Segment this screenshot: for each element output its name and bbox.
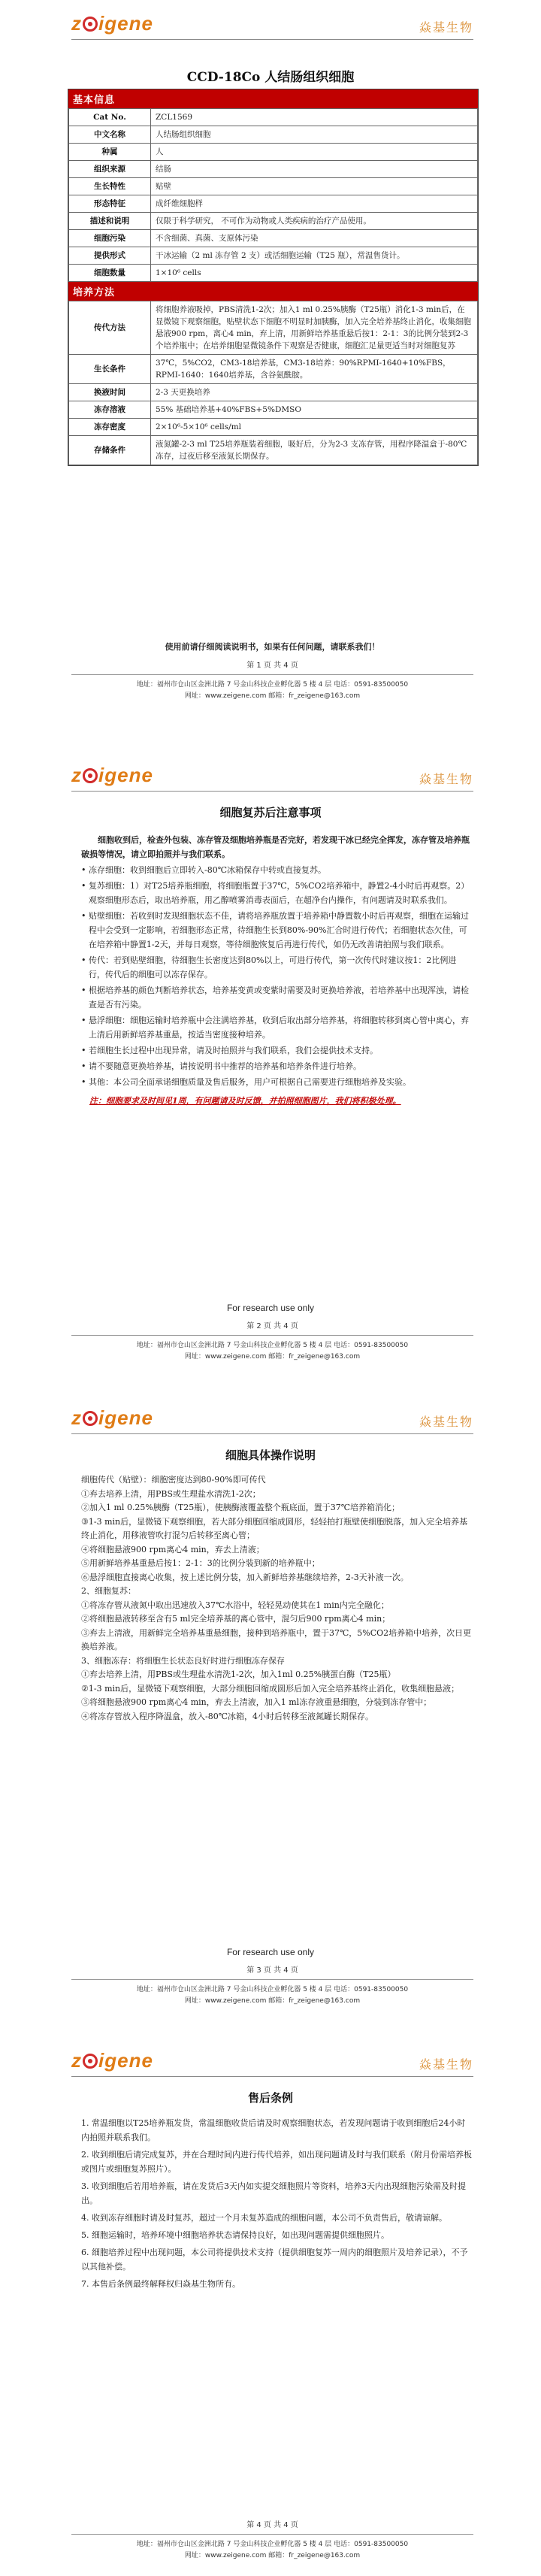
zeigene-logo: z igene xyxy=(71,2049,153,2072)
brand-name: 焱基生物 xyxy=(419,772,473,786)
culture-table xyxy=(68,301,478,465)
page-1 xyxy=(0,0,541,752)
row-label: 细胞数量 xyxy=(69,265,151,282)
table-row xyxy=(69,419,478,436)
operation-line: ④将冻存管放入程序降温盒，放入-80℃冰箱，4小时后转移至液氮罐长期保存。 xyxy=(81,1711,374,1721)
page-title: 细胞复苏后注意事项 xyxy=(219,806,322,819)
row-value: 人 xyxy=(151,144,478,161)
table-row xyxy=(69,355,478,384)
section-basic-info: 基本信息 xyxy=(68,89,478,108)
zeigene-logo: z igene xyxy=(71,12,153,35)
row-label: 提供形式 xyxy=(69,247,151,265)
note-item: • 贴壁细胞：若收到时发现细胞状态不佳，请将培养瓶放置于培养箱中静置数小时后再观察，细胞在运输过程中会受到一定影响，若细胞形态正常，待细胞生长到80%-90%汇合时进行传代；若细胞状态欠佳，可在培养箱中静置1-2天，并每日观察，等待细胞恢复后再进行传代，如仍无改善请拍照与我们联系。 xyxy=(81,911,469,949)
row-label: 细胞污染 xyxy=(69,230,151,247)
row-value: 仅限于科学研究， 不可作为动物或人类疾病的治疗产品使用。 xyxy=(151,213,478,230)
page-header xyxy=(71,2037,473,2077)
operation-line: 2、细胞复苏： xyxy=(81,1586,136,1596)
brand-name: 焱基生物 xyxy=(419,20,473,35)
page-header xyxy=(71,1394,473,1434)
row-value: 不含细菌、真菌、支原体污染 xyxy=(151,230,478,247)
page-number: 第 2 页 共 4 页 xyxy=(71,1319,473,1336)
footer-address: 地址：福州市仓山区金洲北路 7 号金山科技企业孵化器 5 楼 4 层 电话：0591-83500050 xyxy=(136,681,409,689)
row-label: 冻存密度 xyxy=(69,419,151,436)
table-row xyxy=(69,401,478,419)
after-sales-item: 4. 收到冻存细胞时请及时复苏，超过一个月未复苏造成的细胞问题，本公司不负责售后，敬请谅解。 xyxy=(81,2213,447,2223)
row-value: 1×10⁶ cells xyxy=(151,265,478,282)
note-item: • 其他：本公司全面承诺细胞质量及售后服务，用户可根据自己需要进行细胞培养及实验。 xyxy=(81,1077,411,1087)
page-number: 第 4 页 共 4 页 xyxy=(71,2518,473,2535)
operations-content xyxy=(81,1473,472,1724)
notes-content xyxy=(81,833,472,1109)
section-culture: 培养方法 xyxy=(68,282,478,301)
footer-address: 地址：福州市仓山区金洲北路 7 号金山科技企业孵化器 5 楼 4 层 电话：0591-83500050 xyxy=(136,2541,409,2548)
table-row xyxy=(69,301,478,355)
page-number: 第 3 页 共 4 页 xyxy=(71,1963,473,1980)
table-row xyxy=(69,213,478,230)
brand-name: 焱基生物 xyxy=(419,2057,473,2072)
info-table xyxy=(68,89,479,466)
page-footer xyxy=(71,1963,473,2007)
note-item: • 传代：若到贴壁细胞，待细胞生长密度达到80%以上，可进行传代，第一次传代时建议按1：2比例进行，传代后的细胞可以冻存保存。 xyxy=(81,955,457,979)
operation-line: ⑤用新鲜培养基重悬后按1：2-1：3的比例分装到新的培养瓶中； xyxy=(81,1558,320,1568)
page-footer xyxy=(71,1319,473,1363)
table-row xyxy=(69,195,478,213)
row-label: 组织来源 xyxy=(69,161,151,178)
footer-address: 地址：福州市仓山区金洲北路 7 号金山科技企业孵化器 5 楼 4 层 电话：0591-83500050 xyxy=(136,1986,409,1993)
operation-line: ①将冻存管从液氮中取出迅速放入37℃水浴中，轻轻晃动使其在1 min内完全融化； xyxy=(81,1600,389,1610)
notes-final: 注：细胞要求及时间见1周，有问题请及时反馈，并拍照细胞图片，我们将积极处理。 xyxy=(89,1096,401,1106)
row-label: 传代方法 xyxy=(69,301,151,355)
basic-info-table xyxy=(68,108,478,282)
row-label: 生长条件 xyxy=(69,355,151,384)
note-item: • 复苏细胞：1）对T25培养瓶细胞，将细胞瓶置于37℃，5%CO2培养箱中，静置2-4小时后再观察。2）观察细胞形态后，取出培养瓶，用乙醇喷雾消毒表面后，在超净台内操作，有问题请及时联系我们。 xyxy=(81,881,470,905)
table-row xyxy=(69,436,478,465)
table-row xyxy=(69,161,478,178)
row-label: Cat No. xyxy=(69,109,151,126)
row-label: 存储条件 xyxy=(69,436,151,465)
row-label: 冻存溶液 xyxy=(69,401,151,419)
row-value: 2×10⁶-5×10⁶ cells/ml xyxy=(151,419,478,436)
row-value: 55% 基础培养基+40%FBS+5%DMSO xyxy=(151,401,478,419)
footer-web: 网址：www.zeigene.com 邮箱：fr_zeigene@163.com xyxy=(184,2552,361,2559)
table-row xyxy=(69,178,478,195)
page-header xyxy=(71,0,473,40)
page-title: 售后条例 xyxy=(247,2091,293,2105)
page-header xyxy=(71,752,473,792)
row-value: 将细胞养液吸掉，PBS清洗1-2次；加入1 ml 0.25%胰酶（T25瓶）消化1-3 min后，在显微镜下观察细胞，贴壁状态下细胞不明显时加胰酶，加入完全培养基终止消化，收集细胞悬液900 rpm，离心4 min，弃上清，用新鲜培养基重悬后按1：2-1：3的比例分装到2-3个培养瓶中；在培养细胞显微镜条件下观察是否健康，细胞汇足量更适当时对细胞复苏 xyxy=(151,301,478,355)
footer-note: 使用前请仔细阅读说明书，如果有任何问题，请联系我们！ xyxy=(165,642,380,652)
footer-web: 网址：www.zeigene.com 邮箱：fr_zeigene@163.com xyxy=(184,1997,361,2005)
table-row xyxy=(69,109,478,126)
after-sales-item: 6. 细胞培养过程中出现问题，本公司将提供技术支持（提供细胞复苏一周内的细胞照片及培养记录），不予以其他补偿。 xyxy=(81,2248,468,2272)
footer-web: 网址：www.zeigene.com 邮箱：fr_zeigene@163.com xyxy=(184,1353,361,1361)
table-row xyxy=(69,247,478,265)
operation-line: ②将细胞悬液转移至含有5 ml完全培养基的离心管中，混匀后900 rpm离心4 min； xyxy=(81,1614,391,1624)
page-footer xyxy=(71,2518,473,2562)
operation-line: ④将细胞悬液900 rpm离心4 min，弃去上清液； xyxy=(81,1544,264,1554)
page-number: 第 1 页 共 4 页 xyxy=(71,658,473,675)
after-sales-item: 1. 常温细胞以T25培养瓶发货，常温细胞收货后请及时观察细胞状态，若发现问题请于收到细胞后24小时内拍照并联系我们。 xyxy=(81,2118,466,2142)
note-item: • 根据培养基的颜色判断培养状态，培养基变黄或变紫时需要及时更换培养液，若培养基中出现浑浊，请检查是否有污染。 xyxy=(81,985,469,1010)
row-value: 液氮罐-2-3 ml T25培养瓶装着细胞，吸好后，分为2-3 支冻存管，用程序降温盒于-80℃冻存，过夜后移至液氮长期保存。 xyxy=(151,436,478,465)
after-sales-item: 5. 细胞运输时，培养环境中细胞培养状态请保持良好，如出现问题需提供细胞照片。 xyxy=(81,2230,389,2240)
table-row xyxy=(69,126,478,144)
zeigene-logo: z igene xyxy=(71,764,153,786)
operation-line: ②加入1 ml 0.25%胰酶（T25瓶），使胰酶液覆盖整个瓶底面，置于37℃培养箱消化； xyxy=(81,1503,400,1512)
research-note: For research use only xyxy=(226,1303,315,1313)
after-sales-item: 7. 本售后条例最终解释权归焱基生物所有。 xyxy=(81,2279,240,2289)
notes-lead: 细胞收到后，检查外包装、冻存管及细胞培养瓶是否完好，若发现干冰已经完全挥发，冻存管及培养瓶破损等情况，请立即拍照并与我们联系。 xyxy=(81,835,470,859)
brand-name: 焱基生物 xyxy=(419,1415,473,1429)
row-value: 人结肠组织细胞 xyxy=(151,126,478,144)
research-note: For research use only xyxy=(226,1947,315,1957)
page-footer xyxy=(71,640,473,702)
note-item: • 若细胞生长过程中出现异常，请及时拍照并与我们联系，我们会提供技术支持。 xyxy=(81,1046,378,1055)
page-title: 细胞具体操作说明 xyxy=(225,1448,316,1462)
row-label: 中文名称 xyxy=(69,126,151,144)
after-sales-item: 3. 收到细胞后若用培养瓶，请在发货后3天内如实提交细胞照片等资料，培养3天内出现细胞污染需及时提出。 xyxy=(81,2181,466,2205)
page-title: CCD-18Co 人结肠组织细胞 xyxy=(186,70,355,85)
row-label: 形态特征 xyxy=(69,195,151,213)
row-value: ZCL1569 xyxy=(151,109,478,126)
row-label: 生长特性 xyxy=(69,178,151,195)
row-value: 成纤维细胞样 xyxy=(151,195,478,213)
note-item: • 冻存细胞：收到细胞后立即转入-80℃冰箱保存中转或直接复苏。 xyxy=(81,865,327,875)
table-row xyxy=(69,144,478,161)
row-label: 描述和说明 xyxy=(69,213,151,230)
operation-line: 3、细胞冻存：将细胞生长状态良好时进行细胞冻存保存 xyxy=(81,1655,285,1666)
operation-line: ③将细胞悬液900 rpm离心4 min，弃去上清液，加入1 ml冻存液重悬细胞，分装到冻存管中； xyxy=(81,1697,432,1707)
operation-line: ①弃去培养上清，用PBS或生理盐水清洗1-2次； xyxy=(81,1488,261,1499)
operation-line: ⑥悬浮细胞直接离心收集，按上述比例分装，加入新鲜培养基继续培养，2-3天补液一次。 xyxy=(81,1572,409,1582)
row-label: 换液时间 xyxy=(69,384,151,401)
note-item: • 悬浮细胞：细胞运输时培养瓶中会注满培养基，收到后取出部分培养基，将细胞转移到离心管中离心，弃上清后用新鲜培养基重悬，按适当密度接种培养。 xyxy=(81,1016,469,1040)
row-value: 2-3 天更换培养 xyxy=(151,384,478,401)
row-value: 干冰运输（2 ml 冻存管 2 支）或活细胞运输（T25 瓶），常温售货计。 xyxy=(151,247,478,265)
row-value: 结肠 xyxy=(151,161,478,178)
row-value: 37℃，5%CO2，CM3-18培养基，CM3-18培养：90%RPMI-1640+10%FBS，RPMI-1640：1640培养基，含谷氨酰胺。 xyxy=(151,355,478,384)
after-sales-content xyxy=(81,2116,472,2294)
table-row xyxy=(69,384,478,401)
footer-address: 地址：福州市仓山区金洲北路 7 号金山科技企业孵化器 5 楼 4 层 电话：0591-83500050 xyxy=(136,1342,409,1349)
zeigene-logo: z igene xyxy=(71,1406,153,1429)
table-row xyxy=(69,265,478,282)
after-sales-item: 2. 收到细胞后请完成复苏，并在合理时间内进行传代培养，如出现问题请及时与我们联系（附月份需培养板或图片或细胞复苏照片）。 xyxy=(81,2150,472,2174)
note-item: • 请不要随意更换培养基，请按说明书中推荐的培养基和培养条件进行培养。 xyxy=(81,1061,361,1071)
operation-line: ②1-3 min后，显微镜下观察细胞，大部分细胞回缩成圆形后加入完全培养基终止消化，收集细胞悬液； xyxy=(81,1683,460,1694)
table-row xyxy=(69,230,478,247)
operation-line: ③弃去上清液，用新鲜完全培养基重悬细胞，接种到培养瓶中，置于37℃，5%CO2培养箱中培养，次日更换培养液。 xyxy=(81,1627,472,1651)
row-value: 贴壁 xyxy=(151,178,478,195)
operation-line: ③1-3 min后，显微镜下观察细胞，若大部分细胞回缩成圆形，轻轻拍打瓶壁使细胞脱落，加入完全培养基终止消化，用移液管吹打混匀后转移至离心管； xyxy=(81,1516,468,1540)
operation-line: ①弃去培养上清，用PBS或生理盐水清洗1-2次，加入1ml 0.25%胰蛋白酶（T25瓶） xyxy=(81,1669,396,1679)
row-label: 种属 xyxy=(69,144,151,161)
footer-web: 网址：www.zeigene.com 邮箱：fr_zeigene@163.com xyxy=(184,692,361,700)
operation-line: 细胞传代（贴壁）：细胞密度达到80-90%即可传代 xyxy=(81,1475,266,1485)
